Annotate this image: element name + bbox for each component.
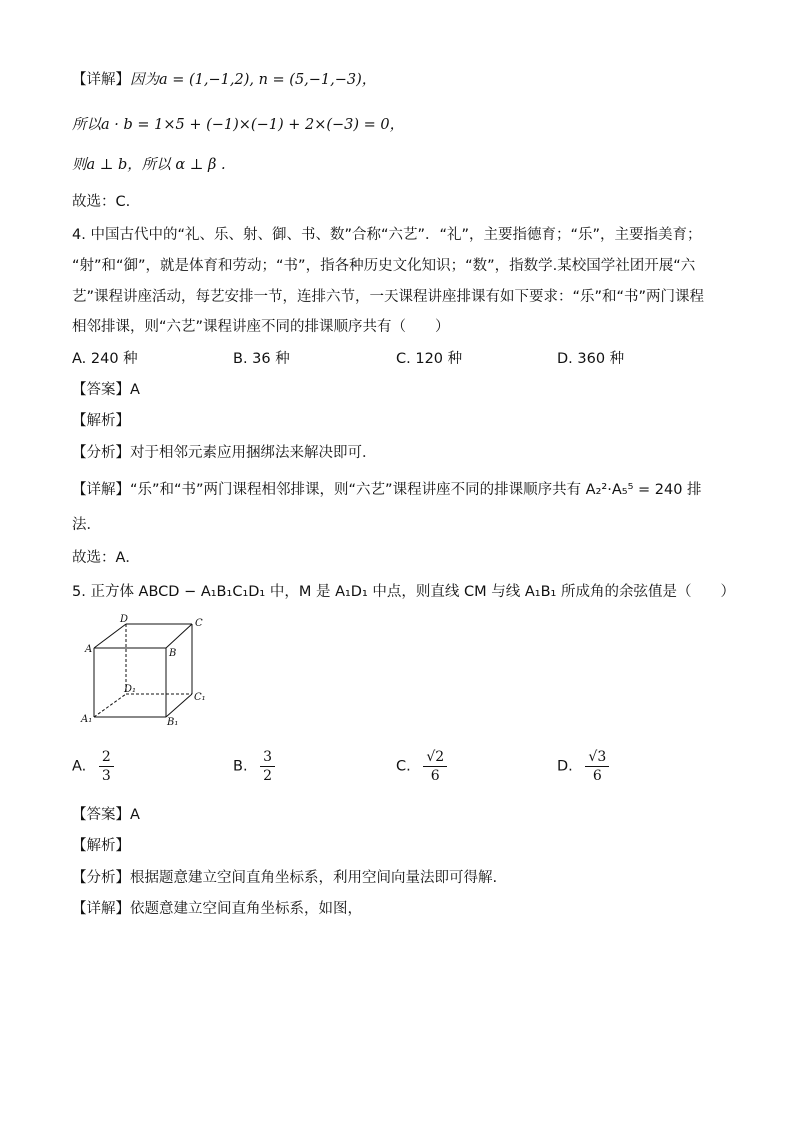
denominator: 6 (430, 768, 440, 784)
cube-edge (166, 624, 192, 648)
sqrt-sign: √ (588, 749, 598, 765)
fraction (260, 748, 275, 785)
q5-option-a (72, 748, 114, 785)
q5-analysis-heading: 【解析】 (72, 838, 130, 854)
q4-detail: 【详解】“乐”和“书”两门课程相邻排课，则“六艺”课程讲座不同的排课顺序共有 A₂²·A₅⁵ = 240 排 (72, 482, 702, 498)
q5-analysis: 【分析】根据题意建立空间直角坐标系，利用空间向量法即可得解. (72, 870, 498, 886)
label-A1: A₁ (81, 714, 93, 725)
label-C1: C₁ (194, 692, 206, 703)
q4-answer: 【答案】A (72, 382, 140, 398)
q5-option-c (396, 748, 447, 785)
q5-question: 5. 正方体 ABCD − A₁B₁C₁D₁ 中，M 是 A₁D₁ 中点，则直线 CM 与线 A₁B₁ 所成角的余弦值是（ ） (72, 584, 735, 600)
option-letter: B. (233, 758, 248, 775)
q5-detail: 【详解】依题意建立空间直角坐标系，如图， (72, 901, 362, 917)
cube-hidden-edge (94, 694, 126, 717)
q4-option-a: A. 240 种 (72, 351, 138, 367)
q4-line-2: “射”和“御”，就是体育和劳动；“书”，指各种历史文化知识；“数”，指数学.某校国学社团开展“六 (72, 258, 696, 274)
label-C: C (195, 618, 203, 629)
denominator: 3 (101, 768, 111, 784)
q4-option-b: B. 36 种 (233, 351, 290, 367)
option-letter: A. (72, 758, 87, 775)
q4-analysis: 【分析】对于相邻元素应用捆绑法来解决即可． (72, 445, 377, 461)
label-A: A (85, 644, 93, 655)
numerator (585, 748, 609, 767)
p3-detail-line (72, 70, 376, 90)
q4-detail-cont: 法． (72, 517, 101, 533)
q4-line-4: 相邻排课，则“六艺”课程讲座不同的排课顺序共有（ ） (72, 319, 450, 335)
p3-dot-product-line: 所以a · b = 1×5 + (−1)×(−1) + 2×(−3) = 0， (72, 117, 405, 133)
q4-option-c: C. 120 种 (396, 351, 463, 367)
cube-diagram (72, 612, 222, 727)
q5-option-b (233, 748, 275, 785)
q4-analysis-heading: 【解析】 (72, 413, 130, 429)
numerator: 2 (99, 748, 114, 767)
q4-choose: 故选：A． (72, 550, 140, 566)
radicand: 2 (435, 749, 445, 765)
label-D: D (120, 614, 129, 625)
numerator (423, 748, 447, 767)
q4-option-d: D. 360 种 (557, 351, 625, 367)
cube-edge (94, 624, 126, 648)
fraction (99, 748, 114, 785)
numerator: 3 (260, 748, 275, 767)
q4-line-3: 艺”课程讲座活动，每艺安排一节，连排六节，一天课程讲座排课有如下要求：“乐”和“书”两门课程 (72, 289, 705, 305)
option-letter: C. (396, 758, 411, 775)
vector-equation: 因为a = (1,−1,2), n = (5,−1,−3)， (130, 72, 377, 88)
sqrt-sign: √ (426, 749, 436, 765)
denominator: 6 (592, 768, 602, 784)
q5-option-d (557, 748, 609, 785)
p3-perpendicular-line: 则a ⊥ b，所以 α ⊥ β . (72, 157, 226, 173)
p3-choose: 故选：C. (72, 194, 131, 210)
option-letter: D. (557, 758, 573, 775)
detail-label: 【详解】 (72, 72, 130, 88)
label-B: B (169, 648, 177, 659)
q4-line-1: 4. 中国古代中的“礼、乐、射、御、书、数”合称“六艺”．“礼”，主要指德育；“乐”，主要指美育； (72, 227, 702, 243)
label-D1: D₁ (124, 684, 137, 695)
q5-answer: 【答案】A (72, 807, 140, 823)
label-B1: B₁ (167, 717, 179, 727)
fraction (585, 748, 609, 785)
fraction (423, 748, 447, 785)
cube-edge (166, 694, 192, 717)
denominator: 2 (263, 768, 273, 784)
radicand: 3 (597, 749, 607, 765)
